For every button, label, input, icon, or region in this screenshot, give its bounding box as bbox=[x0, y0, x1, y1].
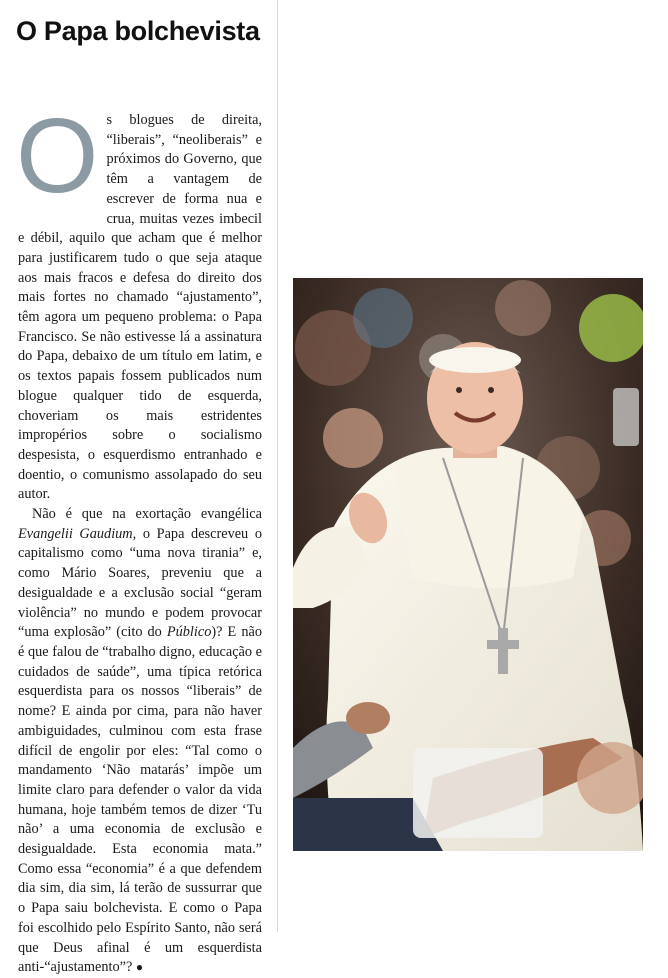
paragraph-2-text-a: Não é que na exortação evangélica bbox=[32, 506, 262, 523]
paragraph-2-text-c: )? E não é que falou de “trabalho digno, educação e cuidados de saúde”, uma típica retórica esquerdista para os nossos “liberais” de nome? E ainda por cima, para não haver ambiguidades, culminou com esta frase difícil de engolir por eles: “Tal como o mandamento ‘Não matarás’ impõe um limite claro para defender o valor da vida humana, hoje também temos de dizer ‘Tu não’ a uma economia de exclusão e desigualdade. Esta economia mata.” Como essa “economia” é a que defendem dia sim, dia sim, lá terão de sussurrar que o Papa saiu bolchevista. E como o Papa foi escolhido pelo Espírito Santo, não será que Deus afinal é um esquerdista anti-“ajustamento”? bbox=[18, 624, 262, 976]
paragraph-1-text: s blogues de direita, “liberais”, “neoliberais” e próximos do Governo, que têm a vantagem de escrever de forma nua e crua, muitas vezes imbecil e débil, aquilo que acham que é melhor para justificarem tudo o que seja ataque aos mais fracos e defesa do direito dos mais fortes no chamado “ajustamento”, têm agora um pequeno problema: o Papa Francisco. Se não estivesse lá a assinatura do Papa, debaixo de um título em latim, e os textos papais fossem publicados num blogue qualquer tido de esquerda, choveriam os mais estridentes impropérios sobre o socialismo despesista, o esquerdismo entranhado e doentio, o comunismo assolapado do seu autor. bbox=[18, 112, 262, 503]
drop-cap: O bbox=[16, 97, 99, 215]
italic-source: Público bbox=[166, 624, 212, 641]
article-body bbox=[16, 97, 262, 978]
paragraph-2-text-b: , o Papa descreveu o capitalismo como “uma nova tirania” e, como Mário Soares, preveniu que a desigualdade e a exclusão social “geram violência” no mundo e podem provocar “uma explosão” (cito do bbox=[18, 525, 262, 641]
end-mark: ● bbox=[135, 960, 144, 975]
paragraph-1 bbox=[16, 97, 262, 505]
italic-title: Evangelii Gaudium bbox=[18, 525, 133, 542]
headline: O Papa bolchevista bbox=[16, 16, 260, 46]
pope-photo bbox=[293, 278, 643, 851]
column-divider bbox=[277, 0, 278, 932]
paragraph-2 bbox=[18, 505, 262, 978]
